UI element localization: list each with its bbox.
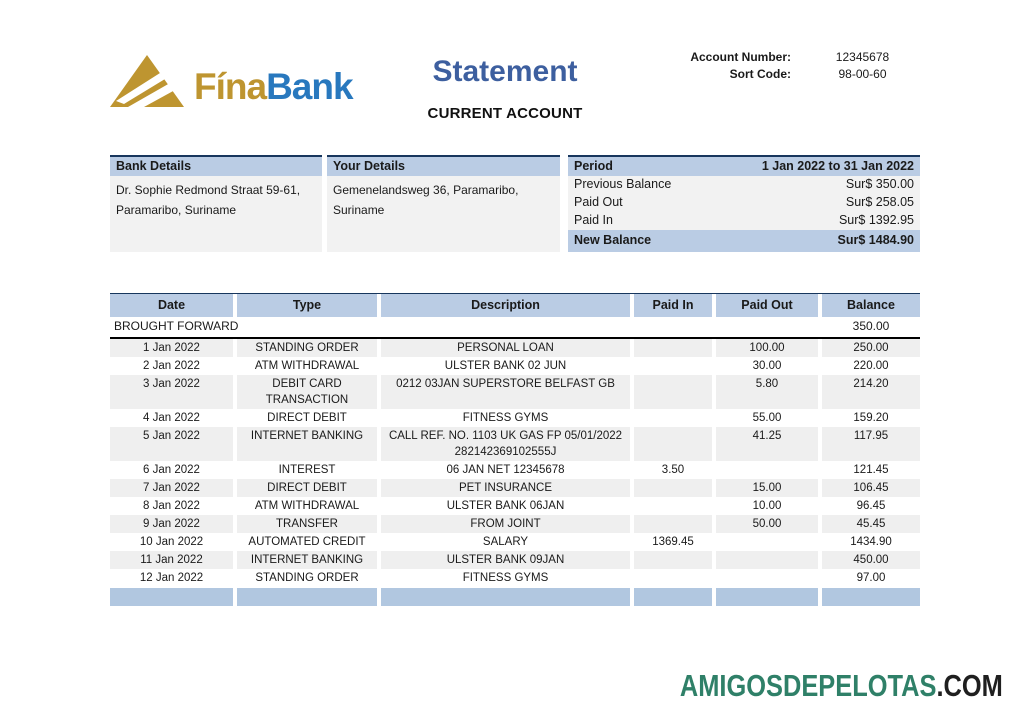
cell-paid-out [716,551,818,569]
table-row [110,409,920,427]
period-label: Period [574,159,613,173]
table-row [110,375,920,409]
period-rows [568,176,920,230]
transaction-table [110,293,920,606]
details-band [110,155,920,252]
cell-paid-in [634,339,712,357]
cell-paid-out [716,461,818,479]
cell-date: 8 Jan 2022 [110,497,233,515]
cell-description: SALARY [381,533,630,551]
period-heading-row [568,155,920,176]
bank-details-heading-text: Bank Details [116,159,192,173]
cell-balance: 121.45 [822,461,920,479]
column-header-paid-in: Paid In [634,294,712,317]
period-range: 1 Jan 2022 to 31 Jan 2022 [761,159,914,173]
table-row [110,427,920,461]
account-info-block [655,50,920,81]
period-summary-row [568,212,920,230]
cell-date: 7 Jan 2022 [110,479,233,497]
bank-details-address: Dr. Sophie Redmond Straat 59-61, Paramaribo, Suriname [110,176,322,252]
cell-paid-in [634,551,712,569]
period-row-label: Paid In [574,213,613,227]
cell-type: STANDING ORDER [237,339,377,357]
cell-date: 3 Jan 2022 [110,375,233,409]
sort-code-label: Sort Code: [729,67,791,81]
bottom-accent-cell [716,588,818,606]
cell-balance: 96.45 [822,497,920,515]
cell-paid-in [634,479,712,497]
cell-type: INTEREST [237,461,377,479]
logo-fina-text: Fína [194,66,267,107]
period-summary-row [568,194,920,212]
column-header-balance: Balance [822,294,920,317]
your-details-heading-text: Your Details [333,159,406,173]
cell-paid-out: 41.25 [716,427,818,461]
title-block [340,55,670,122]
cell-paid-in [634,515,712,533]
cell-date: 6 Jan 2022 [110,461,233,479]
cell-type: DEBIT CARD TRANSACTION [237,375,377,409]
cell-balance: 214.20 [822,375,920,409]
cell-balance: 159.20 [822,409,920,427]
table-row [110,461,920,479]
logo-bank-text: Bank [266,66,353,107]
cell-type: INTERNET BANKING [237,427,377,461]
cell-date: 2 Jan 2022 [110,357,233,375]
brought-forward-balance: 350.00 [822,317,920,337]
new-balance-label: New Balance [574,233,652,247]
bank-details-block [110,155,322,252]
bottom-accent-cell [634,588,712,606]
cell-description: PET INSURANCE [381,479,630,497]
sort-code-value: 98-00-60 [838,67,887,81]
table-row [110,479,920,497]
cell-paid-out [716,533,818,551]
cell-balance: 450.00 [822,551,920,569]
cell-balance: 45.45 [822,515,920,533]
cell-paid-in: 1369.45 [634,533,712,551]
cell-date: 10 Jan 2022 [110,533,233,551]
column-header-type: Type [237,294,377,317]
cell-date: 4 Jan 2022 [110,409,233,427]
cell-description: CALL REF. NO. 1103 UK GAS FP 05/01/2022 282142369102555J [381,427,630,461]
cell-balance: 97.00 [822,569,920,587]
bank-details-heading [110,155,322,176]
cell-description: ULSTER BANK 02 JUN [381,357,630,375]
finabank-logo [110,55,353,107]
cell-description: FITNESS GYMS [381,409,630,427]
cell-balance: 1434.90 [822,533,920,551]
finabank-wordmark [194,68,353,105]
cell-paid-in [634,497,712,515]
account-number-label: Account Number: [690,50,791,64]
cell-paid-in [634,409,712,427]
bottom-accent-cell [822,588,920,606]
column-header-date: Date [110,294,233,317]
account-type-subtitle: CURRENT ACCOUNT [427,105,583,122]
table-bottom-accent-row [110,588,920,606]
page-title: Statement [432,55,578,88]
cell-date: 9 Jan 2022 [110,515,233,533]
cell-type: INTERNET BANKING [237,551,377,569]
cell-type: AUTOMATED CREDIT [237,533,377,551]
brought-forward-paid-out [716,317,818,337]
cell-description: FROM JOINT [381,515,630,533]
cell-description: 06 JAN NET 12345678 [381,461,630,479]
table-row [110,551,920,569]
cell-type: DIRECT DEBIT [237,479,377,497]
table-row [110,497,920,515]
table-row [110,569,920,587]
cell-type: TRANSFER [237,515,377,533]
watermark-tld: .COM [936,668,1003,703]
period-row-label: Previous Balance [574,177,672,191]
cell-paid-out: 55.00 [716,409,818,427]
cell-type: STANDING ORDER [237,569,377,587]
brought-forward-paid-in [634,317,712,337]
new-balance-row [568,230,920,252]
cell-description: 0212 03JAN SUPERSTORE BELFAST GB [381,375,630,409]
cell-balance: 220.00 [822,357,920,375]
cell-paid-in [634,427,712,461]
new-balance-value: Sur$ 1484.90 [837,233,914,247]
cell-paid-out [716,569,818,587]
cell-paid-in: 3.50 [634,461,712,479]
table-row [110,533,920,551]
cell-description: PERSONAL LOAN [381,339,630,357]
column-header-description: Description [381,294,630,317]
cell-date: 11 Jan 2022 [110,551,233,569]
cell-description: ULSTER BANK 06JAN [381,497,630,515]
bottom-accent-cell [237,588,377,606]
bottom-accent-cell [110,588,233,606]
cell-description: ULSTER BANK 09JAN [381,551,630,569]
cell-paid-out: 15.00 [716,479,818,497]
brought-forward-row [110,317,920,339]
brought-forward-label: BROUGHT FORWARD [110,317,630,337]
cell-description: FITNESS GYMS [381,569,630,587]
finabank-triangle-icon [110,55,184,107]
cell-paid-out: 10.00 [716,497,818,515]
table-row [110,339,920,357]
cell-paid-in [634,569,712,587]
cell-date: 5 Jan 2022 [110,427,233,461]
account-number-value: 12345678 [835,50,890,64]
column-header-paid-out: Paid Out [716,294,818,317]
cell-type: DIRECT DEBIT [237,409,377,427]
cell-date: 1 Jan 2022 [110,339,233,357]
period-row-label: Paid Out [574,195,623,209]
cell-type: ATM WITHDRAWAL [237,497,377,515]
cell-balance: 250.00 [822,339,920,357]
period-summary-row [568,176,920,194]
table-body [110,339,920,587]
table-row [110,515,920,533]
table-row [110,357,920,375]
cell-date: 12 Jan 2022 [110,569,233,587]
period-row-value: Sur$ 350.00 [845,177,914,191]
watermark [680,668,1003,704]
period-row-value: Sur$ 258.05 [845,195,914,209]
cell-paid-in [634,375,712,409]
cell-paid-in [634,357,712,375]
cell-paid-out: 5.80 [716,375,818,409]
watermark-site-name: AMIGOSDEPELOTAS [680,668,937,703]
period-summary-block [568,155,920,252]
cell-type: ATM WITHDRAWAL [237,357,377,375]
your-details-block [327,155,560,252]
cell-balance: 106.45 [822,479,920,497]
your-details-address: Gemenelandsweg 36, Paramaribo, Suriname [327,176,560,252]
cell-paid-out: 50.00 [716,515,818,533]
period-row-value: Sur$ 1392.95 [838,213,914,227]
cell-balance: 117.95 [822,427,920,461]
table-header-row [110,293,920,317]
cell-paid-out: 30.00 [716,357,818,375]
bottom-accent-cell [381,588,630,606]
your-details-heading [327,155,560,176]
cell-paid-out: 100.00 [716,339,818,357]
